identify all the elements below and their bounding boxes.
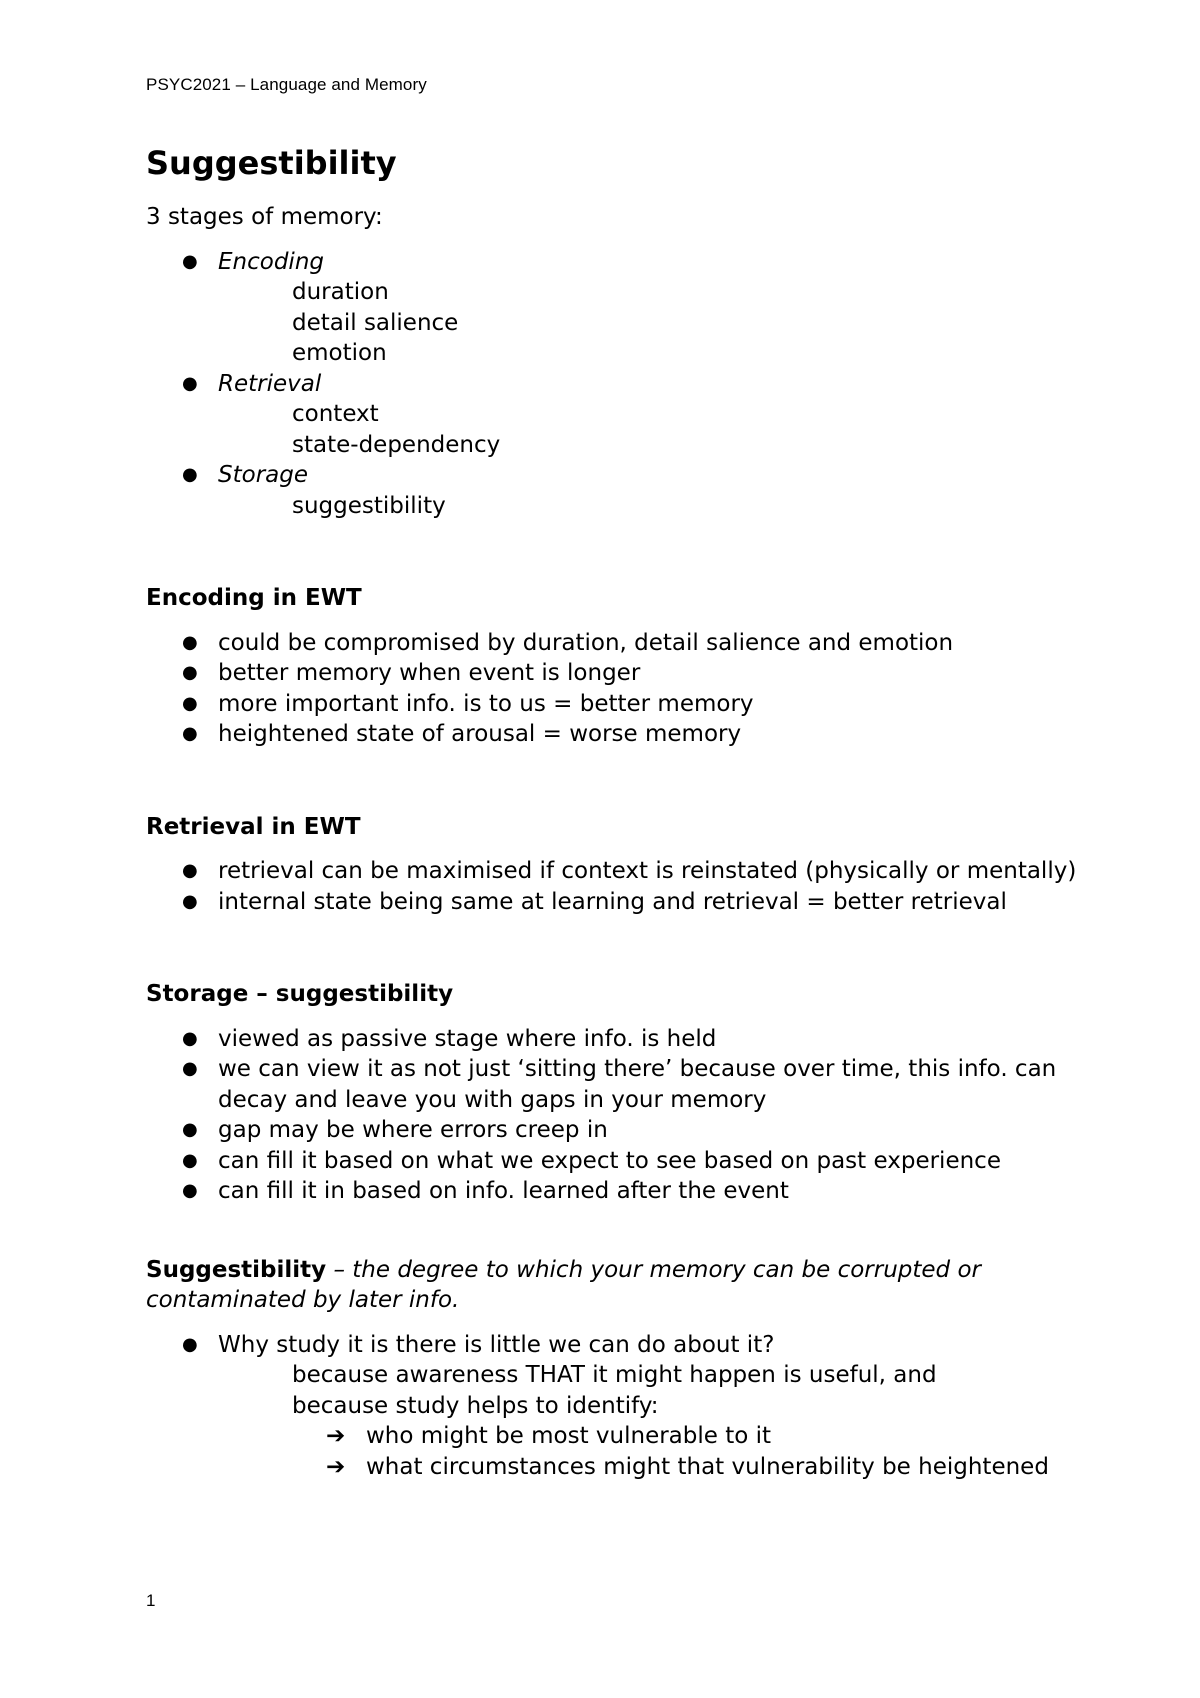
list-item-text: can fill it in based on info. learned after the event	[218, 1178, 789, 1204]
list-item	[146, 460, 1086, 491]
bullet-icon: ●	[182, 662, 198, 683]
sub-list-item	[146, 308, 1086, 339]
list-item-text: viewed as passive stage where info. is held	[218, 1025, 717, 1052]
sub-list-item	[146, 277, 1086, 308]
list-item	[146, 369, 1086, 400]
bullet-list	[146, 1024, 1086, 1207]
page-title: Suggestibility	[146, 144, 397, 182]
bullet-icon: ●	[182, 250, 198, 272]
page-number: 1	[146, 1591, 156, 1610]
sub-list-item	[146, 430, 1086, 461]
retrieval-section	[146, 812, 1086, 918]
bullet-icon: ●	[182, 723, 198, 744]
document-body	[146, 140, 1086, 1482]
sub-item-text: context	[292, 401, 379, 427]
list-item	[146, 658, 1086, 689]
bullet-icon: ●	[182, 1027, 198, 1049]
list-item	[146, 247, 1086, 278]
arrow-right-icon: ➔	[326, 1423, 346, 1449]
list-item	[146, 628, 1086, 659]
list-item-text: Why study it is there is little we can do about it?	[218, 1331, 775, 1358]
bullet-list	[146, 1330, 1086, 1483]
bullet-icon: ●	[182, 860, 198, 881]
definition-paragraph	[146, 1255, 1086, 1316]
list-item	[146, 887, 1086, 918]
sub-item-text: state-dependency	[292, 431, 501, 458]
list-item	[146, 1054, 1086, 1115]
encoding-section	[146, 583, 1086, 750]
sub-list-item	[146, 491, 1086, 522]
sub-item-text: emotion	[292, 340, 387, 366]
list-item	[146, 1146, 1086, 1177]
bullet-list	[146, 628, 1086, 750]
definition-dash: –	[326, 1256, 353, 1283]
list-item	[146, 1115, 1086, 1146]
list-item	[146, 1176, 1086, 1207]
list-item-text: could be compromised by duration, detail salience and emotion	[218, 629, 954, 656]
list-item	[146, 719, 1086, 750]
section-heading: Retrieval in EWT	[146, 813, 361, 840]
sub-item-text: because awareness THAT it might happen is useful, and	[292, 1362, 937, 1388]
list-item	[146, 856, 1086, 887]
intro-text: 3 stages of memory:	[146, 204, 383, 230]
storage-section	[146, 979, 1086, 1207]
definition-term: Suggestibility	[146, 1256, 327, 1283]
page-header: PSYC2021 – Language and Memory	[146, 75, 427, 94]
list-item-text: heightened state of arousal = worse memory	[218, 721, 742, 747]
arrow-list-item	[146, 1421, 1086, 1452]
sub-list-item	[146, 338, 1086, 369]
list-item-text: more important info. is to us = better memory	[218, 690, 754, 717]
list-item-text: we can view it as not just ‘sitting there’ because over time, this info. can decay and leave you with gaps in your memory	[218, 1056, 1057, 1113]
stage-label: Storage	[218, 462, 308, 488]
list-item-text: can fill it based on what we expect to see based on past experience	[218, 1147, 1001, 1174]
list-item-text: retrieval can be maximised if context is reinstated (physically or mentally)	[218, 858, 1077, 884]
list-item-text: internal state being same at learning and retrieval = better retrieval	[218, 888, 1007, 915]
bullet-icon: ●	[182, 1058, 198, 1079]
stage-label: Retrieval	[218, 370, 322, 397]
bullet-icon: ●	[182, 692, 198, 714]
list-item	[146, 689, 1086, 720]
definition-text: the degree to which your memory can be corrupted or contaminated by later info.	[146, 1256, 981, 1313]
sub-item-text: detail salience	[292, 309, 459, 336]
stage-label: Encoding	[218, 248, 324, 275]
sub-item-text: because study helps to identify:	[292, 1392, 659, 1419]
definition-section	[146, 1255, 1086, 1483]
sub-item-text: suggestibility	[292, 492, 446, 519]
list-item	[146, 1330, 1086, 1361]
bullet-icon: ●	[182, 464, 198, 485]
bullet-list	[146, 856, 1086, 917]
bullet-icon: ●	[182, 1180, 198, 1201]
bullet-icon: ●	[182, 1149, 198, 1171]
section-heading: Storage – suggestibility	[146, 981, 454, 1007]
arrow-list-item	[146, 1452, 1086, 1483]
arrow-item-text: who might be most vulnerable to it	[366, 1423, 772, 1449]
list-item-text: better memory when event is longer	[218, 660, 641, 686]
stages-list	[146, 247, 1086, 522]
arrow-right-icon: ➔	[326, 1453, 346, 1480]
bullet-icon: ●	[182, 1119, 198, 1140]
sub-list-item	[146, 399, 1086, 430]
bullet-icon: ●	[182, 890, 198, 912]
sub-item-text: duration	[292, 279, 389, 305]
bullet-icon: ●	[182, 372, 198, 394]
list-item-text: gap may be where errors creep in	[218, 1117, 608, 1143]
section-heading: Encoding in EWT	[146, 585, 362, 611]
list-item	[146, 1024, 1086, 1055]
sub-list-item	[146, 1360, 1086, 1391]
bullet-icon: ●	[182, 1333, 198, 1355]
sub-list-item	[146, 1391, 1086, 1422]
arrow-item-text: what circumstances might that vulnerability be heightened	[366, 1453, 1049, 1480]
bullet-icon: ●	[182, 631, 198, 653]
